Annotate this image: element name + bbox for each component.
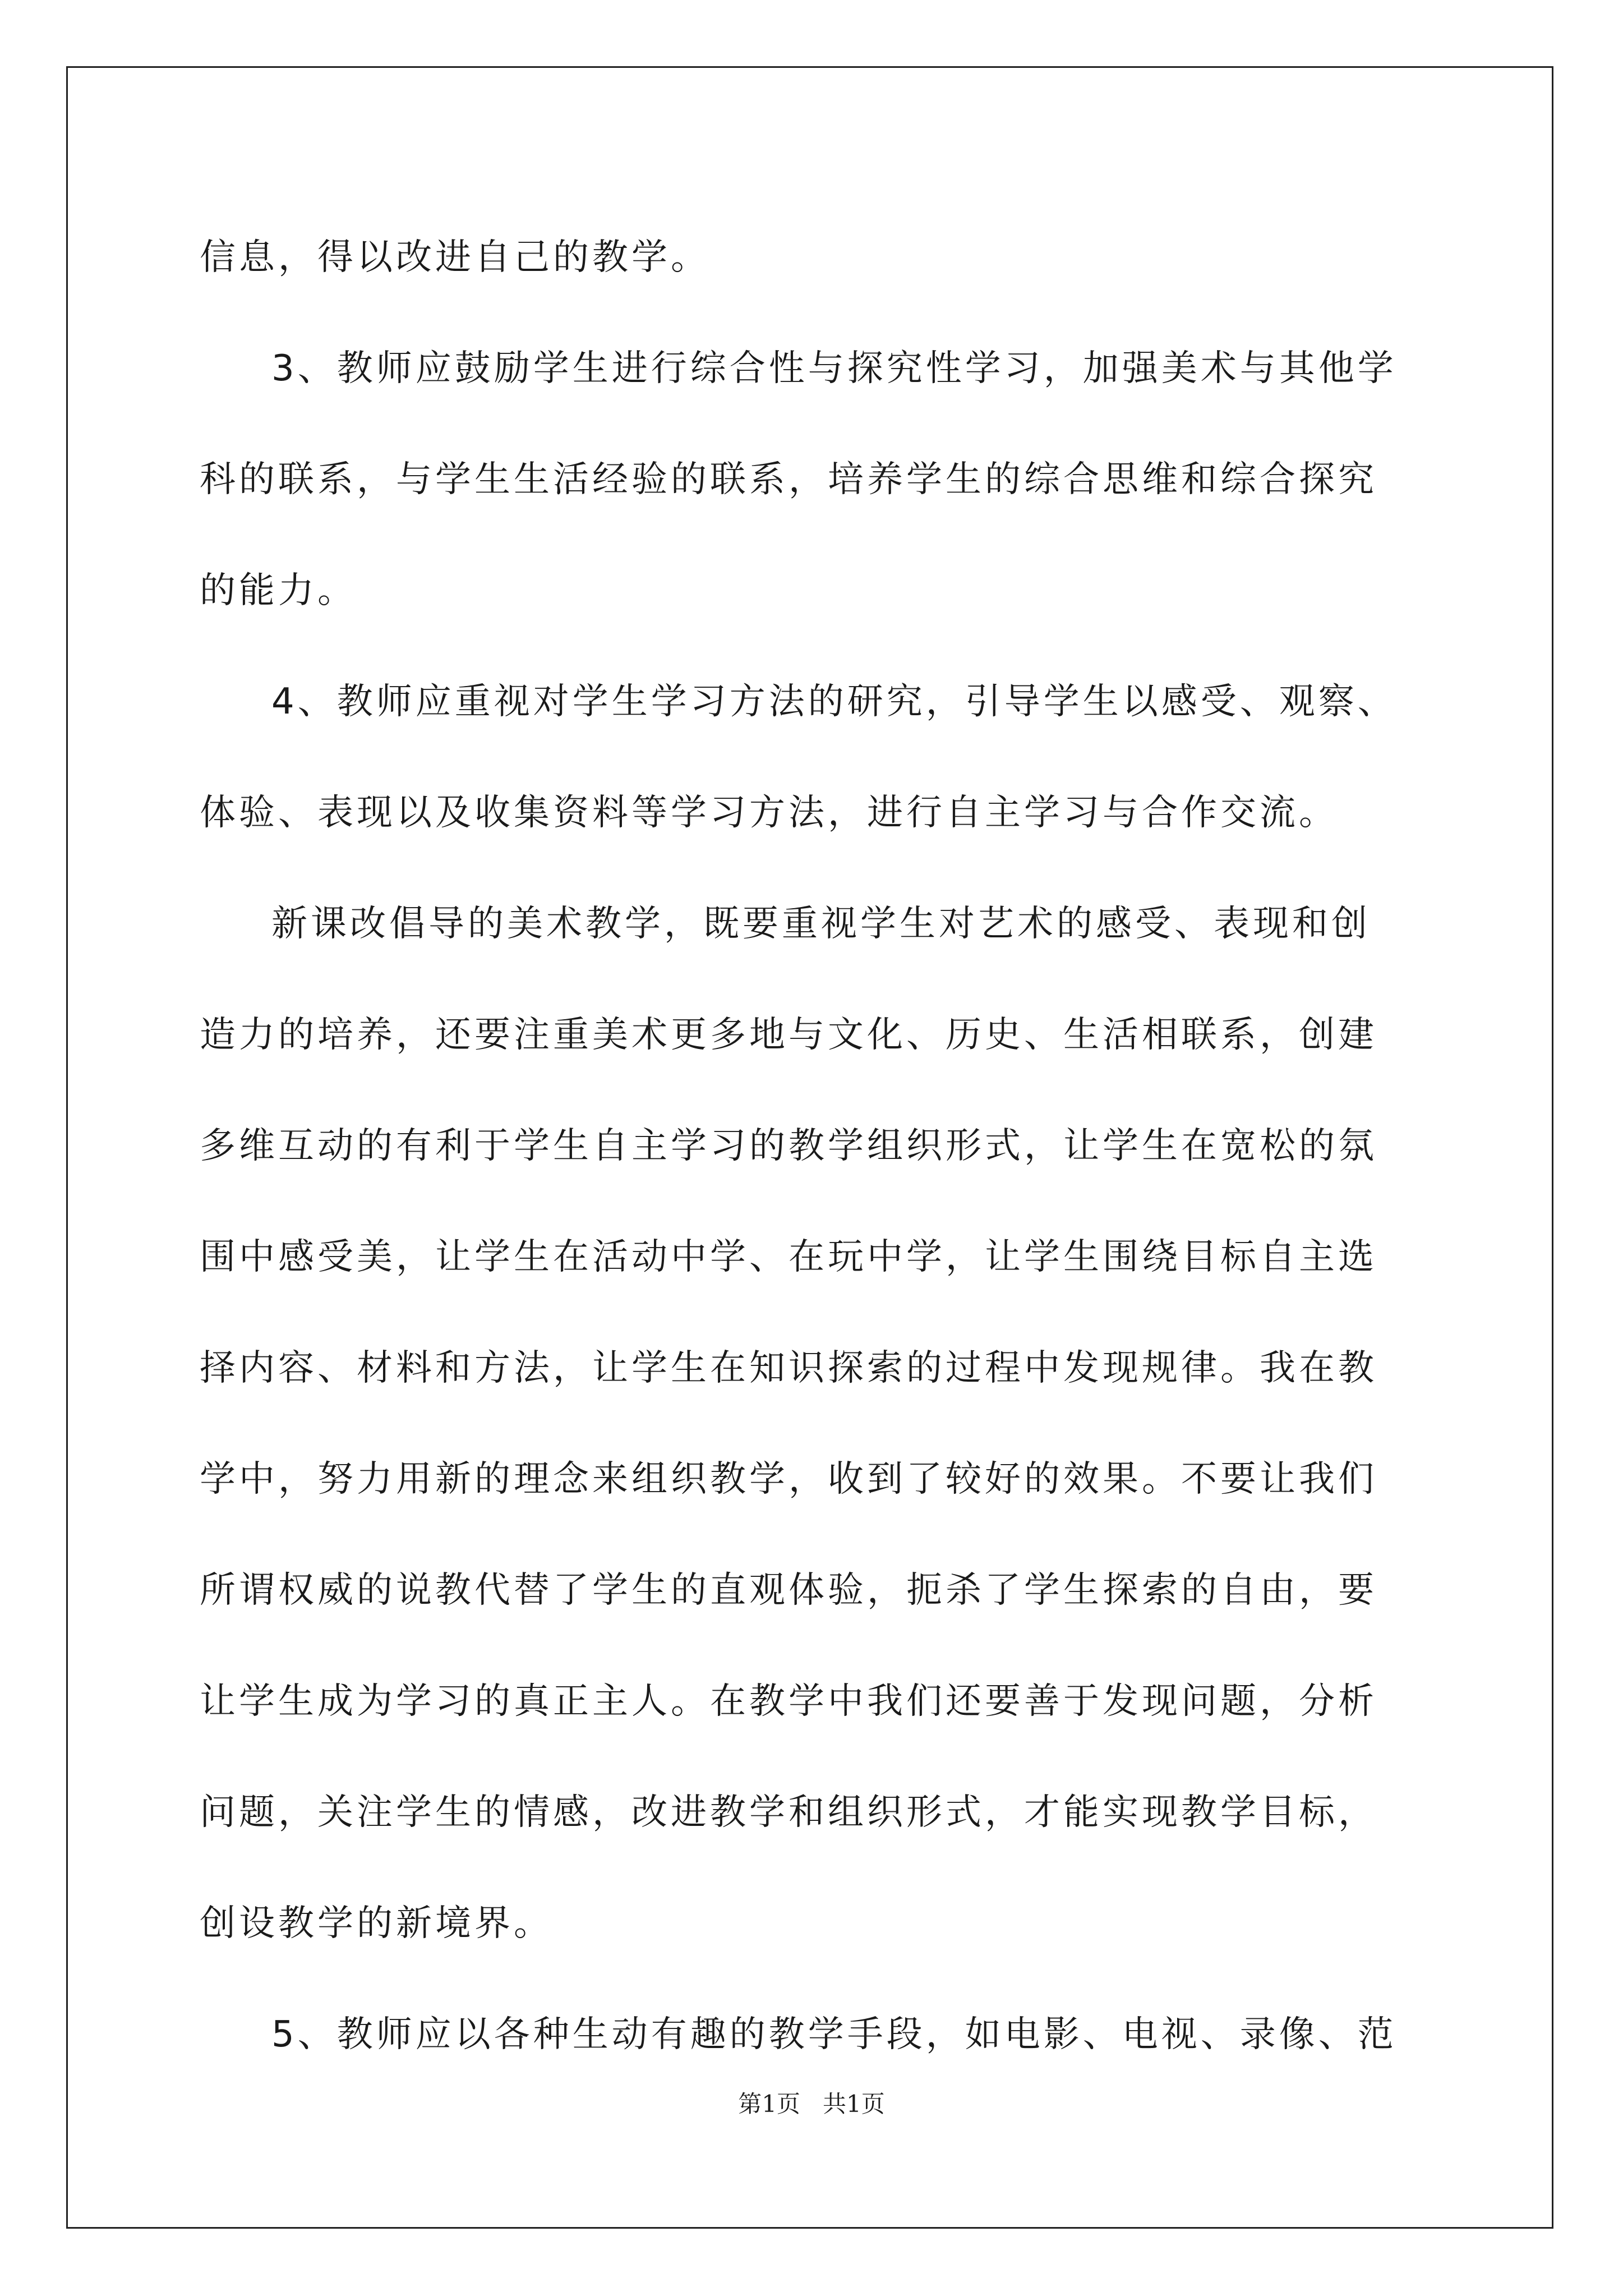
text-line: 体验、表现以及收集资料等学习方法，进行自主学习与合作交流。	[200, 792, 1338, 834]
page-number-total: 共1页	[823, 2090, 885, 2118]
text-line: 新课改倡导的美术教学，既要重视学生对艺术的感受、表现和创	[271, 903, 1371, 945]
page-number-current: 第1页	[738, 2090, 800, 2118]
text-line: 让学生成为学习的真正主人。在教学中我们还要善于发现问题，分析	[200, 1681, 1377, 1722]
text-line: 3、教师应鼓励学生进行综合性与探究性学习，加强美术与其他学	[271, 348, 1397, 389]
text-line: 围中感受美，让学生在活动中学、在玩中学，让学生围绕目标自主选	[200, 1236, 1377, 1278]
text-line: 造力的培养，还要注重美术更多地与文化、历史、生活相联系，创建	[200, 1014, 1377, 1056]
text-line: 多维互动的有利于学生自主学习的教学组织形式，让学生在宽松的氛	[200, 1125, 1377, 1167]
text-line: 5、教师应以各种生动有趣的教学手段，如电影、电视、录像、范	[271, 2014, 1397, 2055]
text-line: 问题，关注学生的情感，改进教学和组织形式，才能实现教学目标，	[200, 1792, 1377, 1833]
document-body	[200, 202, 1433, 2090]
text-line: 择内容、材料和方法，让学生在知识探索的过程中发现规律。我在教	[200, 1347, 1377, 1389]
text-line: 的能力。	[200, 570, 357, 611]
text-line: 信息，得以改进自己的教学。	[200, 237, 710, 278]
text-line: 创设教学的新境界。	[200, 1903, 553, 1944]
text-line: 学中，努力用新的理念来组织教学，收到了较好的效果。不要让我们	[200, 1458, 1377, 1500]
text-line: 4、教师应重视对学生学习方法的研究，引导学生以感受、观察、	[271, 681, 1397, 723]
text-line: 所谓权威的说教代替了学生的直观体验，扼杀了学生探索的自由，要	[200, 1570, 1377, 1611]
text-line: 科的联系，与学生生活经验的联系，培养学生的综合思维和综合探究	[200, 459, 1377, 500]
page-footer	[0, 2086, 1623, 2119]
